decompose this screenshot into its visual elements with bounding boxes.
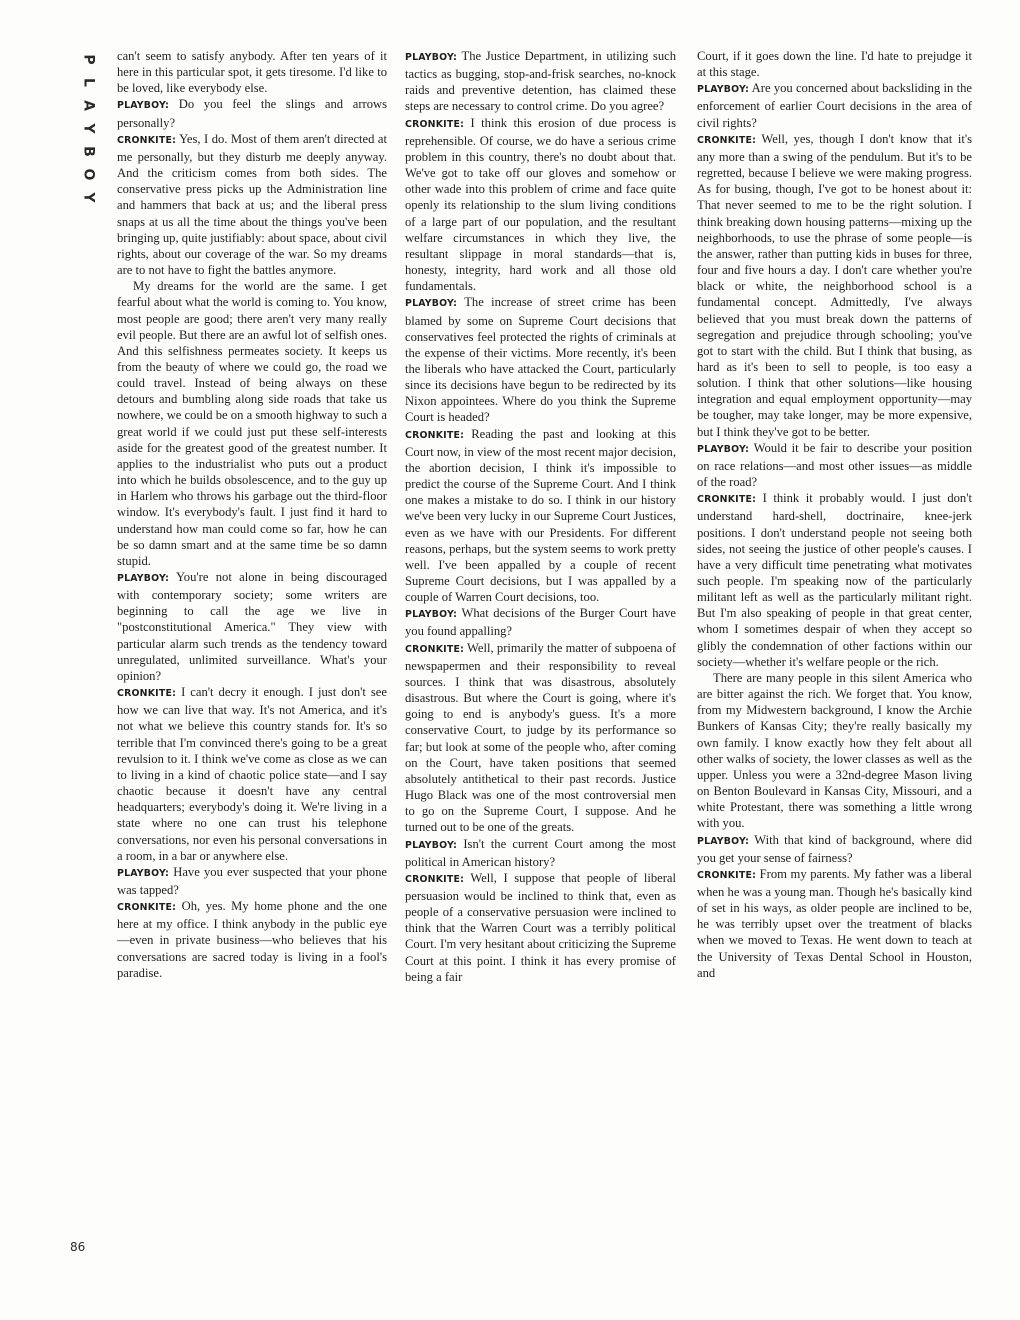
speaker-label: CRONKITE:	[405, 118, 465, 130]
speaker-label: CRONKITE:	[405, 873, 465, 885]
masthead-letter: B	[80, 146, 97, 157]
paragraph-text: With that kind of background, where did you get your sense of fairness?	[697, 832, 972, 865]
paragraph-text: Yes, I do. Most of them aren't directed at me personally, but they disturb me deeply anyway. And the criticism comes from both sides. The conservative press picks up the Administration line and hammers that back at us; and the liberal press snaps at us all the time about the things you've been bringing up, quite justifiably: about space, about civil rights, about our coverage of the war. So my dreams are to not have to fight the battles anymore.	[117, 131, 387, 278]
masthead-letter: L	[80, 78, 97, 87]
paragraph-text: I think it probably would. I just don't understand hard-shell, doctrinaire, knee-jerk positions. I don't understand people not seeing both sides, not seeing the justice of other people's causes. I have a very difficult time penetrating what motivates such people. I'm speaking now of the particularly militant left as well as the particularly militant right. But I'm also speaking of people in that great center, whom I sometimes despair of when they accept so glibly the condemnation of other factions within our society—whether it's welfare people or the rich.	[697, 491, 972, 669]
interview-paragraph	[117, 96, 387, 130]
interview-paragraph	[117, 684, 387, 864]
speaker-label: PLAYBOY:	[697, 443, 750, 455]
masthead-letter: P	[80, 54, 97, 65]
paragraph-text: Well, I suppose that people of liberal persuasion would be inclined to think that, even as people of a conservative persuasion were inclined to think that the Warren Court was a terribly political Court. I'm very hesitant about criticizing the Supreme Court at this point. I think it has every promise of being a fair	[405, 870, 676, 984]
speaker-label: CRONKITE:	[405, 429, 465, 441]
paragraph-text: can't seem to satisfy anybody. After ten years of it here in this particular spot, it gets tiresome. I'd like to be loved, like everybody else.	[117, 49, 387, 96]
interview-paragraph	[117, 898, 387, 981]
speaker-label: PLAYBOY:	[117, 867, 170, 879]
paragraph-text: Well, yes, though I don't know that it's any more than a swing of the pendulum. But it's to be regretted, because I believe we were making progress. As for busing, though, I've got to be honest about it: That never seemed to me to be the right solution. I think breaking down housing patterns—mixing up the neighborhoods, to use the phrase of some people—is the answer, rather than putting kids in buses for three, four and five hours a day. I don't care whether you're black or white, the neighborhood school is a fundamental concept. Admittedly, I've always believed that you must break down the patterns of segregation and prejudice through schooling; you've got to start with the child. But I think that busing, as hard as it's been to sell to people, is too easy a solution. I think that other solutions—like housing integration and equal employment opportunity—may be tougher, may take longer, may be more expensive, but I think they've got to be better.	[697, 131, 972, 439]
interview-paragraph	[117, 131, 387, 278]
paragraph-text: There are many people in this silent America who are bitter against the rich. We forget that. You know, from my Midwestern background, I know the Archie Bunkers of Kansas City; they're really basically my own family. I know exactly how they felt about all other walks of society, the lower classes as well as the upper. Unless you were a 32nd-degree Mason living on Benton Boulevard in Kansas City, Missouri, and a white Protestant, there was something a little wrong with you.	[697, 670, 972, 831]
speaker-label: CRONKITE:	[697, 869, 757, 881]
interview-paragraph	[697, 440, 972, 490]
paragraph-text: I think this erosion of due process is reprehensible. Of course, we do have a serious crime problem in this country, there's no doubt about that. We've got to take off our gloves and somehow or other wade into this problem of crime and face quite openly its relationship to the slum living conditions of a large part of our population, and the resultant welfare circumstances in which they live, the resultant slippage in moral standards—that is, honesty, integrity, hard work and all those old fundamentals.	[405, 115, 676, 294]
paragraph-text: You're not alone in being discouraged with contemporary society; some writers are beginning to call the age we live in "postconstitutional America." They view with particular alarm such trends as the tendency toward unregulated, unlimited surveillance. What's your opinion?	[117, 570, 387, 683]
interview-paragraph	[697, 80, 972, 130]
interview-paragraph	[405, 605, 676, 639]
text-column-3	[697, 48, 972, 1270]
speaker-label: PLAYBOY:	[405, 298, 458, 310]
interview-paragraph	[117, 278, 387, 569]
paragraph-text: The Justice Department, in utilizing such tactics as bugging, stop-and-frisk searches, no-knock raids and preventive detention, has claimed these steps are necessary to control crime. Do you agree?	[405, 49, 676, 114]
interview-paragraph	[405, 294, 676, 425]
playboy-masthead	[76, 48, 100, 209]
paragraph-text: I can't decry it enough. I just don't see how we can live that way. It's not America, and it's not what we believe this country stands for. It's so terrible that I'm convinced there's going to be a great revulsion to it. I think we've come as close as we can to living in a kind of chaotic police state—and I say chaotic because it doesn't have any central headquarters; everybody's doing it. We're living in a state where no one can trust his telephone conversations, nor even his personal conversations in a room, in a bar or anywhere else.	[117, 685, 387, 863]
masthead-letter: Y	[80, 192, 97, 203]
text-column-2	[405, 48, 676, 1270]
speaker-label: CRONKITE:	[117, 902, 177, 914]
masthead-letter: Y	[80, 123, 97, 134]
interview-paragraph	[697, 48, 972, 80]
interview-paragraph	[405, 836, 676, 870]
masthead-letter: O	[80, 168, 97, 181]
paragraph-text: My dreams for the world are the same. I get fearful about what the world is coming to. You know, most people are good; there aren't very many really evil people. But there are an awful lot of selfish ones. And this selfishness permeates society. It keeps us from the beauty of where we could go, the road we could travel. Instead of being always on these detours and bumbling along side roads that take us nowhere, we could be on a smooth highway to such a great world if we could just put these self-interests aside for the greatest good of the greatest number. It applies to the industrialist who puts out a product into which he builds obsolescence, and to the guy up in Harlem who throws his garbage out the third-floor window. It's everybody's fault. I just find it hard to understand how man could come so far, how he can be so damn smart and at the same time be so damn stupid.	[117, 279, 387, 568]
paragraph-text: Isn't the current Court among the most political in American history?	[405, 836, 676, 869]
interview-paragraph	[697, 832, 972, 866]
masthead-letter: A	[80, 100, 97, 111]
speaker-label: PLAYBOY:	[117, 100, 170, 112]
paragraph-text: What decisions of the Burger Court have you found appalling?	[405, 606, 676, 639]
text-column-1	[117, 48, 387, 1270]
paragraph-text: From my parents. My father was a liberal when he was a young man. Though he's basically kind of set in his ways, as older people are inclined to be, he was terribly upset over the treatment of blacks when we moved to Texas. He went down to teach at the University of Texas Dental School in Houston, and	[697, 866, 972, 980]
interview-paragraph	[405, 426, 676, 606]
paragraph-text: Have you ever suspected that your phone was tapped?	[117, 864, 387, 897]
speaker-label: CRONKITE:	[405, 643, 465, 655]
paragraph-text: Well, primarily the matter of subpoena of newspapermen and their responsibility to reveal sources. I think that was disastrous, absolutely disastrous. But where the Court is going, where it's going to end is anybody's guess. It's a more conservative Court, to judge by its performance so far; but look at some of the people who, after coming on the Court, have taken positions that seemed absolutely antithetical to their past records. Justice Hugo Black was one of the most controversial men to go on the Supreme Court, I suppose. And he turned out to be one of the greats.	[405, 640, 676, 835]
interview-paragraph	[697, 670, 972, 832]
speaker-label: CRONKITE:	[117, 134, 177, 146]
interview-paragraph	[405, 48, 676, 115]
interview-paragraph	[405, 115, 676, 295]
interview-paragraph	[697, 131, 972, 440]
speaker-label: CRONKITE:	[117, 688, 177, 700]
interview-paragraph	[405, 870, 676, 985]
interview-paragraph	[405, 640, 676, 836]
interview-paragraph	[697, 490, 972, 670]
speaker-label: PLAYBOY:	[405, 52, 458, 63]
paragraph-text: Would it be fair to describe your position on race relations—and most other issues—as middle of the road?	[697, 440, 972, 490]
paragraph-text: Are you concerned about backsliding in the enforcement of earlier Court decisions in the area of civil rights?	[697, 81, 972, 130]
speaker-label: PLAYBOY:	[697, 84, 750, 96]
paragraph-text: Reading the past and looking at this Court now, in view of the most recent major decision, the abortion decision, I think it's impossible to predict the course of the Supreme Court. And I think one makes a mistake to do so. I think in our history we've been very lucky in our Supreme Court Justices, even as we have with our Presidents. For different reasons, perhaps, but the system seems to work pretty well. I've been appalled by a couple of recent Supreme Court decisions, but I was appalled by a couple of Warren Court decisions, too.	[405, 426, 676, 605]
paragraph-text: Oh, yes. My home phone and the one here at my office. I think anybody in the public eye—even in private business—who believes that his conversations are sacred today is living in a fool's paradise.	[117, 899, 387, 980]
interview-paragraph	[117, 864, 387, 898]
speaker-label: PLAYBOY:	[697, 835, 750, 847]
speaker-label: PLAYBOY:	[405, 609, 458, 621]
speaker-label: CRONKITE:	[697, 134, 757, 146]
speaker-label: PLAYBOY:	[117, 573, 170, 584]
page-number: 86	[70, 1240, 86, 1254]
interview-paragraph	[117, 48, 387, 96]
speaker-label: CRONKITE:	[697, 494, 757, 506]
interview-paragraph	[117, 569, 387, 684]
paragraph-text: Court, if it goes down the line. I'd hate to prejudge it at this stage.	[697, 49, 972, 80]
speaker-label: PLAYBOY:	[405, 839, 458, 851]
interview-paragraph	[697, 866, 972, 981]
paragraph-text: The increase of street crime has been blamed by some on Supreme Court decisions that conservatives feel protected the rights of criminals at the expense of their victims. More recently, it's been the liberals who have attacked the Court, particularly since its decisions have begun to be redirected by its Nixon appointees. Where do you think the Supreme Court is headed?	[405, 295, 676, 425]
paragraph-text: Do you feel the slings and arrows personally?	[117, 97, 387, 130]
